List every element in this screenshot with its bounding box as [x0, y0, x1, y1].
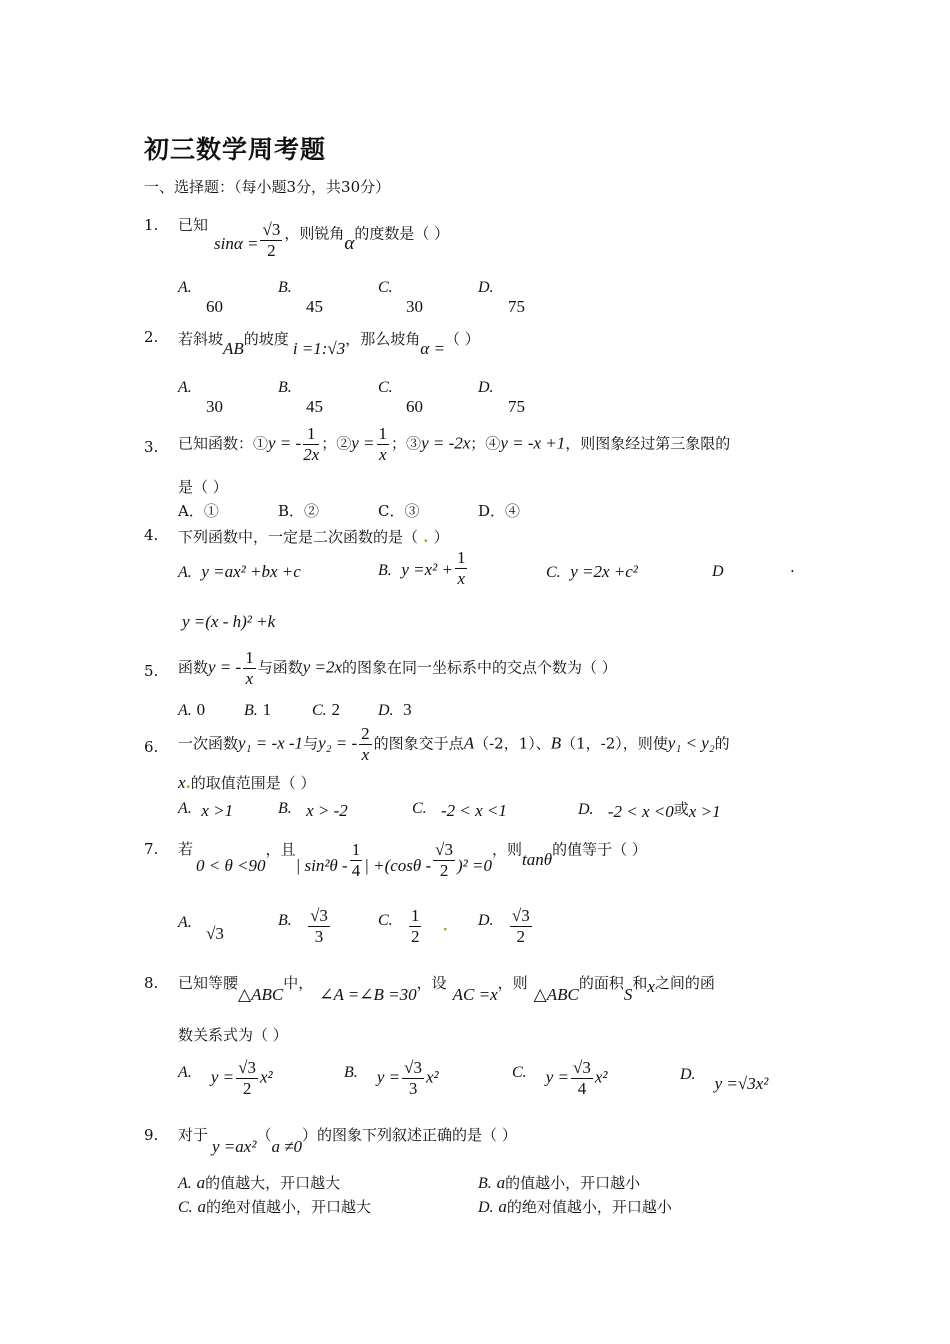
- q7-number: 7.: [144, 840, 159, 858]
- q3-option-d: D．④: [478, 502, 521, 520]
- q3-stem: 已知函数：①y = - $\frac{1}{2x}$ ；②y = $\frac{1}{x}$ ；③y = -2x；④y = -x +1，则图象经过第三象限的: [178, 424, 731, 464]
- q2-option-a: A. 30: [178, 379, 223, 416]
- q4-stem: 下列函数中，一定是二次函数的是（ . ）: [178, 528, 449, 546]
- q4-option-d: y =(x - h)² +k: [182, 612, 276, 631]
- q6-stem: 一次函数y₁ = -x -1与y₂ = - $\frac{2}{x}$ 的图象交于点A（-2，1）、B（1，-2），则使y₁ < y₂的: [178, 724, 730, 764]
- q1-formula: sinα = $\frac{√3}{2}$ ，则锐角α的度数是（ ）: [214, 220, 450, 260]
- q9-option-c: C. a的绝对值越小，开口越大: [178, 1197, 371, 1216]
- q3-stem-line2: 是（ ）: [178, 478, 228, 496]
- q2-number: 2.: [144, 328, 159, 346]
- q5-option-a: A. 0: [178, 700, 206, 719]
- q1-option-b: B. 45: [278, 279, 323, 316]
- q8-option-b: B. y = $\frac{√3}{3}$ x²: [344, 1058, 439, 1098]
- q1-stem: 已知: [178, 216, 209, 234]
- q2-option-d: D. 75: [478, 379, 525, 416]
- q4-number: 4.: [144, 526, 159, 544]
- q8-number: 8.: [144, 974, 159, 992]
- q4-option-b: B. y =x² + $\frac{1}{x}$: [378, 548, 466, 588]
- q7-option-c: C. $\frac{1}{2}$ .: [378, 906, 448, 946]
- q3-option-a: A．①: [178, 502, 219, 520]
- q8-option-d: D. y =√3x²: [680, 1066, 769, 1093]
- q6-option-c: C. -2 < x <1: [412, 800, 507, 820]
- q6-stem-line2: x.的取值范围是（ ）: [178, 773, 316, 792]
- q4-option-c: C. y =2x +c²: [546, 562, 638, 581]
- q6-option-b: B. x > -2: [278, 800, 348, 820]
- q1-option-a: A. 60: [178, 279, 223, 316]
- q4-option-d-dot: .: [790, 558, 795, 576]
- q9-number: 9.: [144, 1126, 159, 1144]
- q1-option-c: C. 30: [378, 279, 423, 316]
- q4-option-a: A. y =ax² +bx +c: [178, 562, 301, 581]
- highlight-dot: .: [418, 528, 434, 546]
- q7-option-a: A. √3: [178, 914, 224, 943]
- q5-option-c: C. 2: [312, 700, 340, 719]
- q9-option-a: A. a的值越大，开口越大: [178, 1173, 341, 1192]
- q1-number: 1.: [144, 216, 159, 234]
- q2-option-b: B. 45: [278, 379, 323, 416]
- q4-option-d-label: D: [712, 563, 724, 580]
- q8-option-c: C. y = $\frac{√3}{4}$ x²: [512, 1058, 608, 1098]
- q7-formula: 0 < θ <90，且| sin²θ - $\frac{1}{4}$ | +(cosθ - $\frac{√3}{2}$ )² =0，则tanθ的值等于（ ）: [196, 840, 647, 880]
- q7-stem: 若: [178, 840, 194, 858]
- q3-number: 3.: [144, 438, 159, 456]
- q3-option-c: C．③: [378, 502, 420, 520]
- q1-option-d: D. 75: [478, 279, 525, 316]
- q8-stem-line2: 数关系式为（ ）: [178, 1026, 288, 1044]
- q5-option-b: B. 1: [244, 700, 272, 719]
- q8-stem: 已知等腰△ABC中，∠A =∠B =30，设AC =x，则△ABC的面积S和x之间的函: [178, 974, 715, 1004]
- q5-stem: 函数y = - $\frac{1}{x}$ 与函数y =2x的图象在同一坐标系中的交点个数为（ ）: [178, 648, 617, 688]
- q8-option-a: A. y = $\frac{√3}{2}$ x²: [178, 1058, 273, 1098]
- q5-number: 5.: [144, 662, 159, 680]
- q9-stem: 对于y =ax²（a ≠0）的图象下列叙述正确的是（ ）: [178, 1126, 517, 1156]
- q5-option-d: D. 3: [378, 700, 412, 719]
- q6-option-a: A. x >1: [178, 800, 234, 820]
- q3-option-b: B．②: [278, 502, 320, 520]
- page-title: 初三数学周考题: [144, 135, 327, 164]
- q7-option-d: D. $\frac{√3}{2}$: [478, 906, 530, 946]
- q9-option-b: B. a的值越小，开口越小: [478, 1173, 641, 1192]
- q6-number: 6.: [144, 738, 159, 756]
- q2-option-c: C. 60: [378, 379, 423, 416]
- q6-option-d: D. -2 < x <0或x >1: [578, 800, 721, 821]
- q9-option-d: D. a的绝对值越小，开口越小: [478, 1197, 672, 1216]
- q7-option-b: B. $\frac{√3}{3}$: [278, 906, 328, 946]
- q2-stem: 若斜坡AB的坡度 i =1:√3，那么坡角α =（ ）: [178, 330, 480, 358]
- section-heading: 一、选择题：（每小题3分，共30分）: [144, 178, 391, 196]
